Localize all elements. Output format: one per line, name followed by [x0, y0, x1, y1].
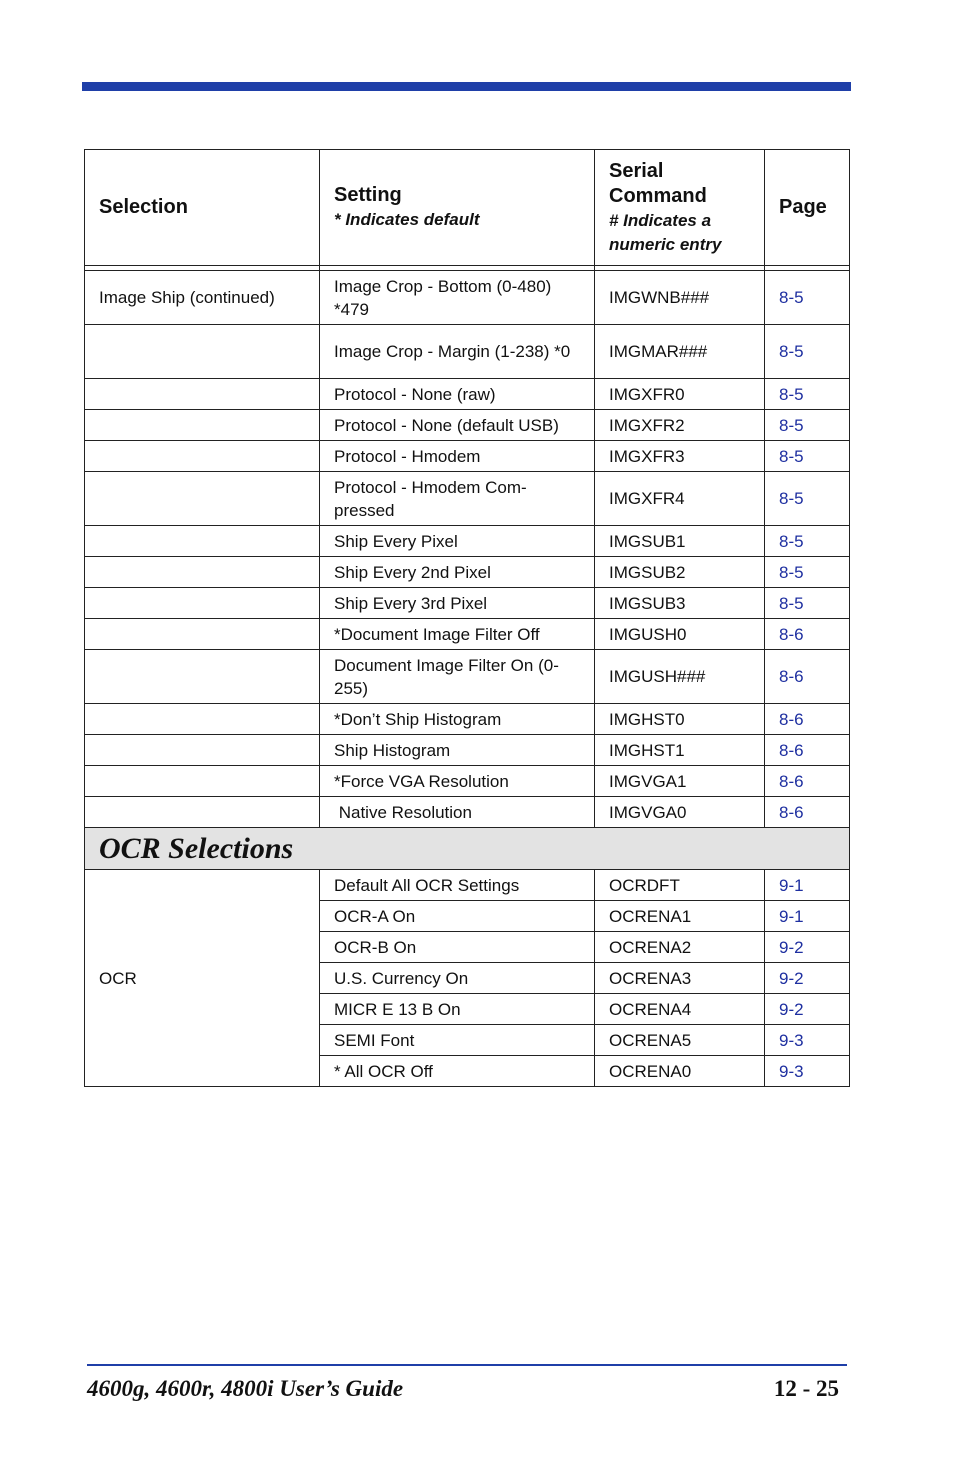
setting-cell: *Don’t Ship Histogram	[320, 704, 595, 735]
page-link[interactable]: 8-6	[765, 650, 850, 704]
page-link[interactable]: 8-5	[765, 379, 850, 410]
page-link[interactable]: 9-3	[765, 1025, 850, 1056]
table-row	[85, 797, 850, 828]
page-link[interactable]: 8-6	[765, 766, 850, 797]
setting-cell: OCR-B On	[320, 932, 595, 963]
footer-page-number: 12 - 25	[773, 1376, 839, 1401]
header-selection: Selection	[85, 150, 320, 266]
command-cell: IMGUSH0	[595, 619, 765, 650]
table-row	[85, 588, 850, 619]
top-accent-bar	[82, 82, 851, 91]
section-title: OCR Selections	[85, 828, 850, 870]
setting-cell: *Document Image Filter Off	[320, 619, 595, 650]
command-cell: IMGUSH###	[595, 650, 765, 704]
footer-guide-title: 4600g, 4600r, 4800i User’s Guide	[87, 1376, 404, 1401]
page-link[interactable]: 9-2	[765, 994, 850, 1025]
page-link[interactable]: 8-5	[765, 441, 850, 472]
command-table	[84, 149, 850, 1087]
command-cell: OCRENA5	[595, 1025, 765, 1056]
selection-cell: Image Ship (continued)	[85, 271, 320, 325]
table-row	[85, 441, 850, 472]
page-link[interactable]: 8-5	[765, 325, 850, 379]
page-link[interactable]: 8-5	[765, 472, 850, 526]
header-setting-note: * Indicates default	[334, 210, 480, 229]
header-serial-label: Serial Command	[609, 159, 707, 207]
page-link[interactable]: 9-2	[765, 932, 850, 963]
selection-cell	[85, 410, 320, 441]
selection-cell	[85, 441, 320, 472]
command-cell: IMGXFR2	[595, 410, 765, 441]
selection-cell	[85, 797, 320, 828]
setting-cell: *Force VGA Resolution	[320, 766, 595, 797]
page-link[interactable]: 9-3	[765, 1056, 850, 1087]
command-cell: OCRENA3	[595, 963, 765, 994]
command-cell: IMGVGA1	[595, 766, 765, 797]
header-setting-label: Setting	[334, 184, 402, 206]
command-cell: OCRENA0	[595, 1056, 765, 1087]
page-link[interactable]: 9-1	[765, 901, 850, 932]
selection-cell	[85, 325, 320, 379]
table-row	[85, 557, 850, 588]
table-row	[85, 870, 850, 901]
selection-cell	[85, 735, 320, 766]
setting-cell: Image Crop - Bottom (0-480) *479	[320, 271, 595, 325]
selection-cell	[85, 557, 320, 588]
setting-cell: Ship Every 2nd Pixel	[320, 557, 595, 588]
command-cell: IMGXFR4	[595, 472, 765, 526]
setting-cell: Ship Histogram	[320, 735, 595, 766]
setting-cell: Native Resolution	[320, 797, 595, 828]
table-row	[85, 766, 850, 797]
command-cell: IMGHST1	[595, 735, 765, 766]
command-cell: OCRENA2	[595, 932, 765, 963]
table-row	[85, 619, 850, 650]
command-cell: IMGHST0	[595, 704, 765, 735]
table-row	[85, 325, 850, 379]
page-link[interactable]: 8-5	[765, 526, 850, 557]
selection-cell	[85, 619, 320, 650]
selection-cell	[85, 379, 320, 410]
footer-rule	[87, 1364, 847, 1366]
page-link[interactable]: 8-6	[765, 797, 850, 828]
selection-cell	[85, 526, 320, 557]
page-link[interactable]: 8-5	[765, 557, 850, 588]
page-link[interactable]: 8-5	[765, 588, 850, 619]
setting-cell: Ship Every 3rd Pixel	[320, 588, 595, 619]
setting-cell: Protocol - Hmodem Com-pressed	[320, 472, 595, 526]
command-cell: OCRENA1	[595, 901, 765, 932]
table-row	[85, 410, 850, 441]
setting-cell: Default All OCR Settings	[320, 870, 595, 901]
selection-cell	[85, 588, 320, 619]
page-link[interactable]: 8-6	[765, 619, 850, 650]
page-link[interactable]: 8-6	[765, 735, 850, 766]
setting-cell: Image Crop - Margin (1-238) *0	[320, 325, 595, 379]
table-header-row	[85, 150, 850, 266]
page-link[interactable]: 9-1	[765, 870, 850, 901]
command-cell: IMGSUB2	[595, 557, 765, 588]
selection-cell	[85, 650, 320, 704]
command-cell: IMGXFR0	[595, 379, 765, 410]
header-setting	[320, 150, 595, 266]
command-cell: IMGVGA0	[595, 797, 765, 828]
table-row	[85, 271, 850, 325]
selection-cell-ocr: OCR	[85, 870, 320, 1087]
command-cell: IMGMAR###	[595, 325, 765, 379]
section-heading-row	[85, 828, 850, 870]
selection-cell	[85, 472, 320, 526]
page-link[interactable]: 8-6	[765, 704, 850, 735]
setting-cell: Ship Every Pixel	[320, 526, 595, 557]
setting-cell: SEMI Font	[320, 1025, 595, 1056]
command-cell: IMGSUB3	[595, 588, 765, 619]
table-row	[85, 704, 850, 735]
setting-cell: MICR E 13 B On	[320, 994, 595, 1025]
table-row	[85, 379, 850, 410]
command-cell: IMGXFR3	[595, 441, 765, 472]
setting-cell: OCR-A On	[320, 901, 595, 932]
command-cell: OCRDFT	[595, 870, 765, 901]
header-page: Page	[765, 150, 850, 266]
table-row	[85, 735, 850, 766]
table-row	[85, 526, 850, 557]
selection-cell	[85, 704, 320, 735]
setting-cell: Protocol - Hmodem	[320, 441, 595, 472]
command-cell: OCRENA4	[595, 994, 765, 1025]
setting-cell: U.S. Currency On	[320, 963, 595, 994]
page-link[interactable]: 8-5	[765, 410, 850, 441]
table-row	[85, 650, 850, 704]
page-link[interactable]: 9-2	[765, 963, 850, 994]
setting-cell: Protocol - None (default USB)	[320, 410, 595, 441]
selection-cell	[85, 766, 320, 797]
setting-cell: * All OCR Off	[320, 1056, 595, 1087]
command-cell: IMGSUB1	[595, 526, 765, 557]
setting-cell: Protocol - None (raw)	[320, 379, 595, 410]
header-serial-command	[595, 150, 765, 266]
setting-cell: Document Image Filter On (0-255)	[320, 650, 595, 704]
page-link[interactable]: 8-5	[765, 271, 850, 325]
command-cell: IMGWNB###	[595, 271, 765, 325]
table-row	[85, 472, 850, 526]
header-serial-note: # Indicates a numeric entry	[609, 210, 722, 254]
